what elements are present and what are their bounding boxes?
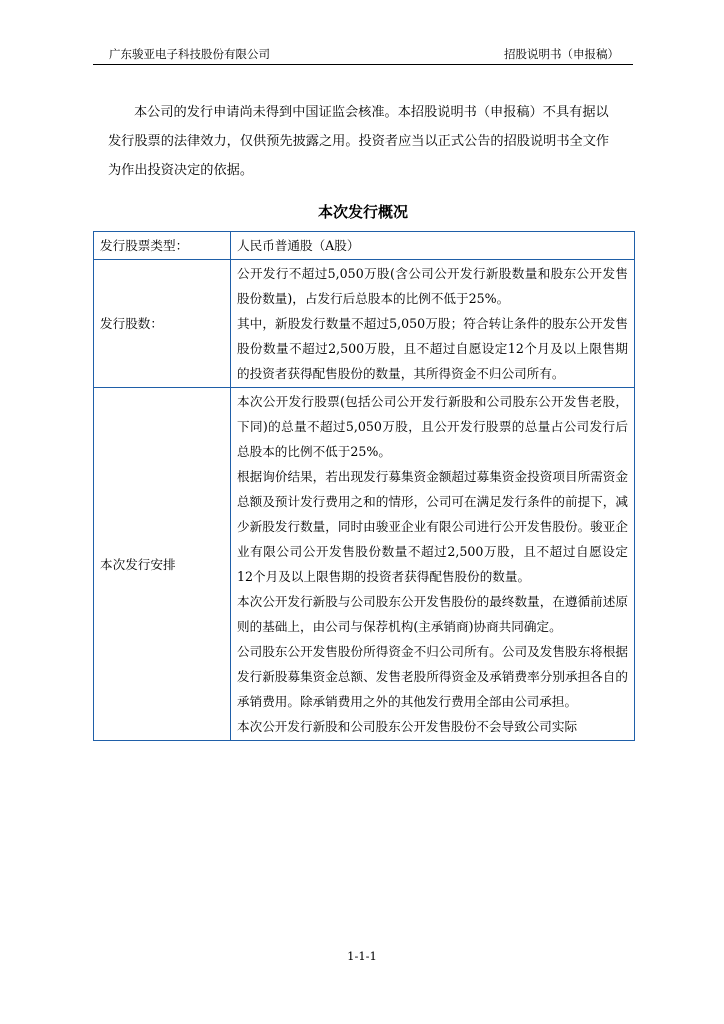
row-content-share-count [231,260,635,388]
offering-overview-table [93,231,635,741]
content-paragraph: 人民币普通股（A股） [237,238,360,253]
section-title: 本次发行概况 [317,203,408,221]
content-paragraph: 根据询价结果，若出现发行募集资金额超过募集资金投资项目所需资金总额及预计发行费用之和的情形，公司可在满足发行条件的前提下，减少新股发行数量，同时由骏亚企业有限公司进行公开发售股份。骏亚企业有限公司公开发售股份数量不超过2,500万股，且不超过自愿设定12个月及以上限售期的投资者获得配售股份的数量。 [237,469,628,584]
content-paragraph: 本次公开发行新股和公司股东公开发售股份不会导致公司实际 [237,719,578,734]
content-paragraph: 本次公开发行新股与公司股东公开发售股份的最终数量，在遵循前述原则的基础上，由公司与保荐机构(主承销商)协商共同确定。 [237,594,628,634]
page-number: 1-1-1 [347,949,377,963]
header-company-name: 广东骏亚电子科技股份有限公司 [109,47,270,61]
page-header [93,44,633,65]
row-label-share-count: 发行股数： [94,260,231,388]
content-paragraph: 公开发行不超过5,050万股(含公司公开发行新股数量和股东公开发售股份数量)，占发行后总股本的比例不低于25%。 [237,266,628,306]
content-paragraph: 本次公开发行股票(包括公司公开发行新股和公司股东公开发售老股，下同)的总量不超过5,050万股，且公开发行股票的总量占公司发行后总股本的比例不低于25%。 [237,394,628,459]
table-row [94,260,635,388]
table-row [94,388,635,741]
header-document-name: 招股说明书（申报稿） [504,47,619,61]
table-row [94,232,635,260]
row-label-stock-type: 发行股票类型： [94,232,231,260]
content-paragraph: 公司股东公开发售股份所得资金不归公司所有。公司及发售股东将根据发行新股募集资金总额、发售老股所得资金及承销费率分别承担各自的承销费用。除承销费用之外的其他发行费用全部由公司承担。 [237,644,628,709]
disclaimer-notice: 本公司的发行申请尚未得到中国证监会核准。本招股说明书（申报稿）不具有据以发行股票的法律效力，仅供预先披露之用。投资者应当以正式公告的招股说明书全文作为作出投资决定的依据。 [108,105,610,178]
row-content-stock-type [231,232,635,260]
row-label-arrangement: 本次发行安排 [94,388,231,741]
row-content-arrangement [231,388,635,741]
content-paragraph: 其中，新股发行数量不超过5,050万股；符合转让条件的股东公开发售股份数量不超过2,500万股，且不超过自愿设定12个月及以上限售期的投资者获得配售股份的数量，其所得资金不归公司所有。 [237,316,628,381]
